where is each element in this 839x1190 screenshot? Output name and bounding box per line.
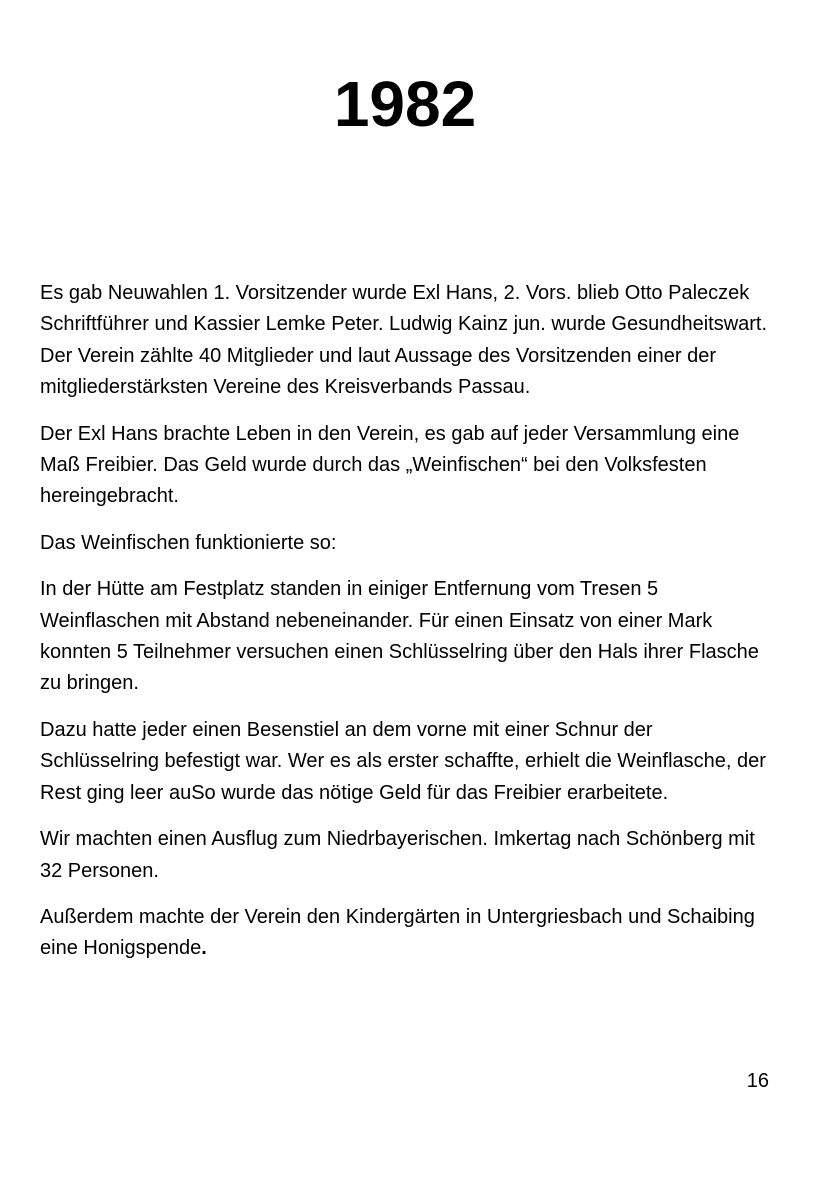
paragraph-ausflug: Wir machten einen Ausflug zum Niedrbayerischen. Imkertag nach Schönberg mit 32 Personen. [40,828,755,882]
paragraph-honigspende [40,902,770,965]
page-number: 16 [746,1070,769,1092]
page-title: 1982 [333,68,477,140]
paragraph-honigspende-text: Außerdem machte der Verein den Kindergärten in Untergriesbach und Schaibing eine Honigspende [40,905,755,960]
body-text [40,278,770,980]
paragraph-honigspende-period: . [201,937,207,960]
paragraph-weinfischen-setup: In der Hütte am Festplatz standen in einiger Entfernung vom Tresen 5 Weinflaschen mit Abstand nebeneinander. Für einen Einsatz von einer Mark konnten 5 Teilnehmer versuchen einen Schlüsselring über den Hals ihrer Flasche zu bringen. [40,578,759,695]
paragraph-weinfischen-intro: Das Weinfischen funktionierte so: [40,531,337,554]
paragraph-neuwahlen: Es gab Neuwahlen 1. Vorsitzender wurde Exl Hans, 2. Vors. blieb Otto Paleczek Schriftführer und Kassier Lemke Peter. Ludwig Kainz jun. wurde Gesundheitswart. Der Verein zählte 40 Mitglieder und laut Aussage des Vorsitzenden einer der mitgliederstärksten Vereine des Kreisverbands Passau. [40,282,768,399]
paragraph-freibier: Der Exl Hans brachte Leben in den Verein, es gab auf jeder Versammlung eine Maß Freibier. Das Geld wurde durch das „Weinfischen“ bei den Volksfesten hereingebracht. [40,422,740,508]
paragraph-weinfischen-rules: Dazu hatte jeder einen Besenstiel an dem vorne mit einer Schnur der Schlüsselring befestigt war. Wer es als erster schaffte, erhielt die Weinflasche, der Rest ging leer auSo wurde das nötige Geld für das Freibier erarbeitete. [40,718,766,804]
